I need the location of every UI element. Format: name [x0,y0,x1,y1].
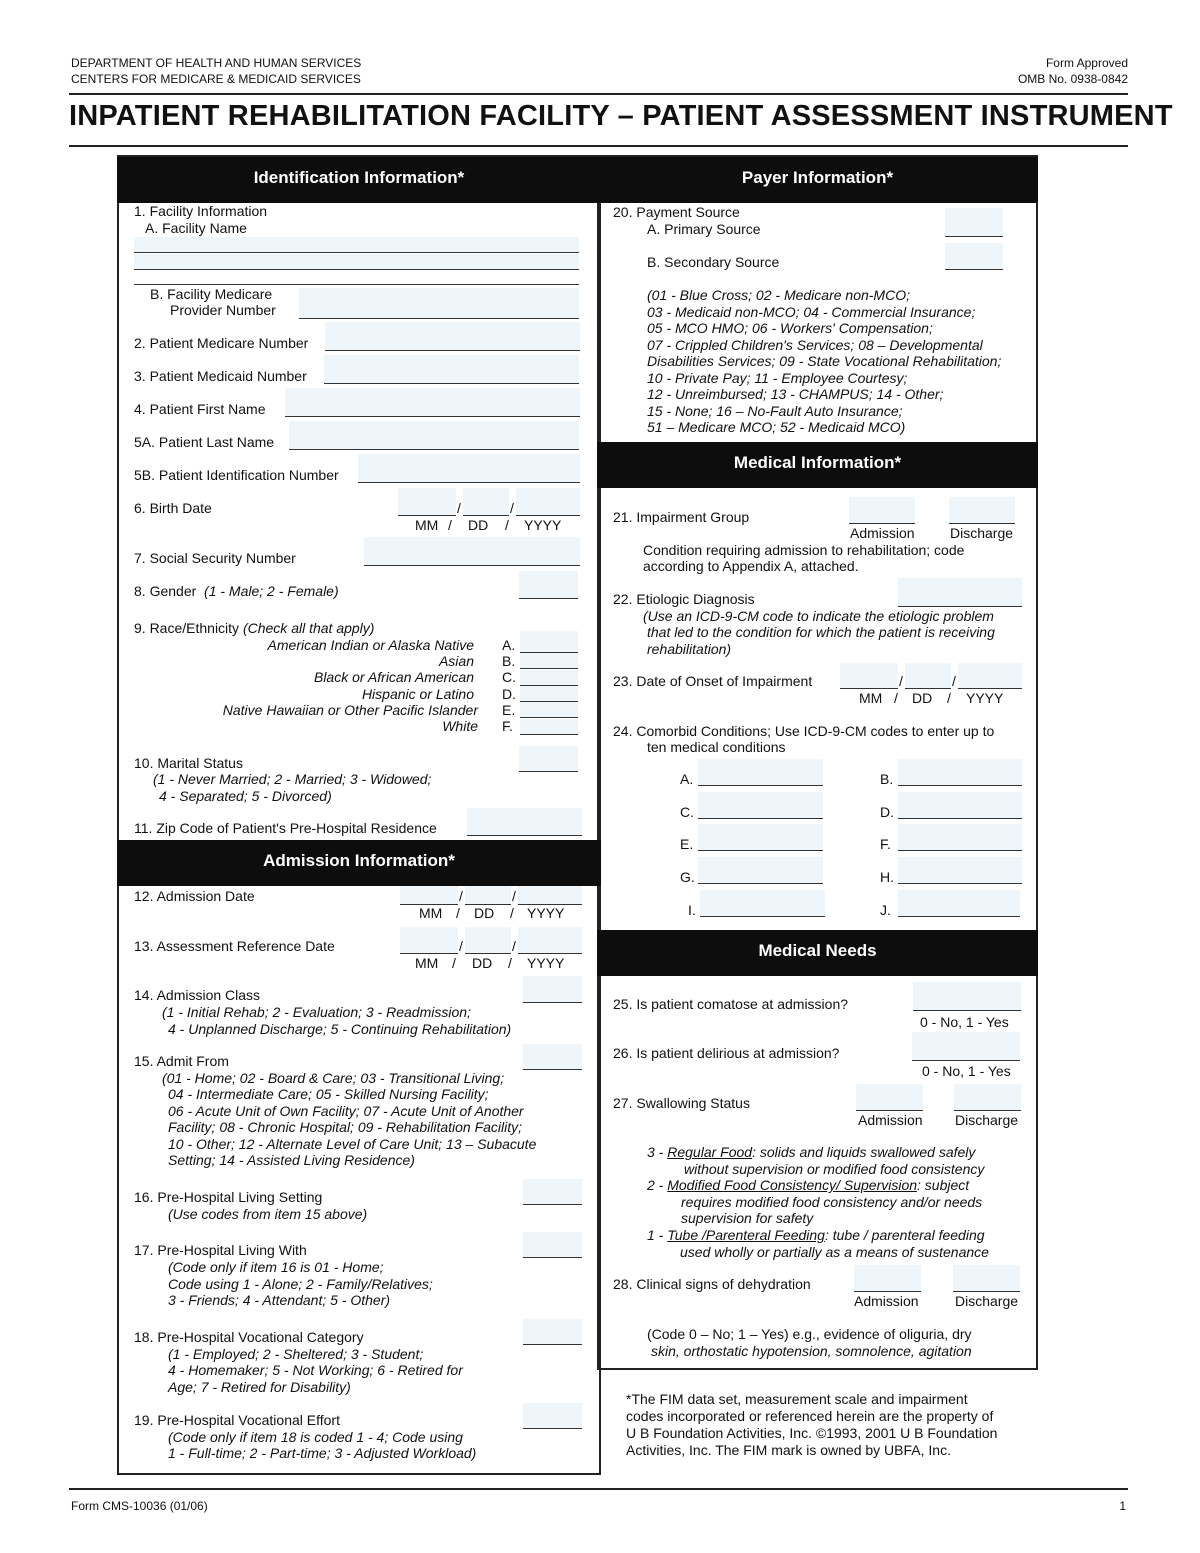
medicare-number-field[interactable] [325,322,580,351]
q25-label: 25. Is patient comatose at admission? [613,996,849,1012]
payer-code-5: Disabilities Services; 09 - State Vocational Rehabilitation; [647,353,1002,369]
payer-code-7: 12 - Unreimbursed; 13 - CHAMPUS; 14 - Other; [647,386,944,402]
dehydration-admission-field[interactable] [854,1265,921,1292]
last-name-field[interactable] [289,421,579,450]
admission-yyyy-label: YYYY [527,905,565,921]
comorbid-j-letter: J. [880,902,891,918]
section-medical-needs: Medical Needs [597,930,1038,976]
birth-slash-label-1: / [448,517,452,533]
footnote-line-2: codes incorporated or referenced herein are the property of [626,1408,994,1424]
q20b-label: B. Secondary Source [647,254,780,270]
birth-yyyy-field[interactable] [516,488,580,516]
q18-codes-2: 4 - Homemaker; 5 - Not Working; 6 - Retired for [168,1362,463,1378]
q15-codes-1: (01 - Home; 02 - Board & Care; 03 - Transitional Living; [162,1070,505,1086]
onset-dd-label: DD [912,690,933,706]
q21-discharge-label: Discharge [950,525,1014,541]
q24-label-2: ten medical conditions [647,739,786,755]
payer-code-3: 05 - MCO HMO; 06 - Workers' Compensation; [647,320,933,336]
footnote-line-3: U B Foundation Activities, Inc. ©1993, 2001 U B Foundation [626,1425,998,1441]
race-f-letter: F. [502,718,513,734]
q8-label: 8. Gender (1 - Male; 2 - Female) [134,583,339,599]
q19-label: 19. Pre-Hospital Vocational Effort [134,1412,340,1428]
comorbid-h-field[interactable] [898,857,1022,884]
race-e-letter: E. [502,702,516,718]
race-e-label: Native Hawaiian or Other Pacific Islander [222,702,478,718]
section-payer: Payer Information* [597,157,1038,203]
form-number: Form CMS-10036 (01/06) [71,1499,208,1513]
swallowing-discharge-field[interactable] [954,1084,1021,1111]
payer-code-2: 03 - Medicaid non-MCO; 04 - Commercial Insurance; [647,304,976,320]
swallow-code-1: 1 - Tube /Parenteral Feeding: tube / parenteral feeding [647,1227,985,1243]
race-d-field[interactable] [520,686,578,702]
q7-label: 7. Social Security Number [134,550,296,566]
q27-admission-label: Admission [858,1112,923,1128]
comorbid-e-field[interactable] [698,824,823,851]
q19-codes-2: 1 - Full-time; 2 - Part-time; 3 - Adjusted Workload) [168,1445,477,1461]
admission-mm-label: MM [419,905,443,921]
secondary-source-field[interactable] [945,243,1003,270]
q18-codes-3: Age; 7 - Retired for Disability) [168,1379,351,1395]
q9-label: 9. Race/Ethnicity (Check all that apply) [134,620,375,636]
section-admission: Admission Information* [117,840,601,886]
race-a-letter: A. [502,637,516,653]
q22-note-1: (Use an ICD-9-CM code to indicate the etiologic problem [643,608,994,624]
q28-admission-label: Admission [854,1293,919,1309]
delirious-field[interactable] [912,1032,1020,1061]
birth-dd-label: DD [468,517,489,533]
form-approved: Form Approved [1045,56,1128,70]
living-setting-field[interactable] [523,1179,582,1205]
race-b-letter: B. [502,653,516,669]
birth-slash-1: / [457,500,461,516]
q17-codes-3: 3 - Friends; 4 - Attendant; 5 - Other) [168,1292,391,1308]
q13-label: 13. Assessment Reference Date [134,938,335,954]
q22-label: 22. Etiologic Diagnosis [613,591,755,607]
q3-label: 3. Patient Medicaid Number [134,368,307,384]
q21-admission-label: Admission [850,525,915,541]
section-medical-information: Medical Information* [597,442,1038,488]
q15-codes-2: 04 - Intermediate Care; 05 - Skilled Nursing Facility; [168,1086,489,1102]
birth-slash-2: / [510,500,514,516]
swallow-code-2-cont-2: supervision for safety [681,1210,814,1226]
payer-code-9: 51 – Medicare MCO; 52 - Medicaid MCO) [647,419,906,435]
birth-mm-label: MM [415,517,439,533]
patient-id-field[interactable] [358,454,580,483]
q15-label: 15. Admit From [134,1053,229,1069]
assessment-mm-label: MM [415,955,439,971]
q28-note-1: (Code 0 – No; 1 – Yes) e.g., evidence of oliguria, dry [647,1326,972,1342]
vocational-effort-field[interactable] [523,1403,582,1429]
race-b-label: Asian [438,653,474,669]
payer-code-6: 10 - Private Pay; 11 - Employee Courtesy; [647,370,908,386]
q10-codes-2: 4 - Separated; 5 - Divorced) [159,788,332,804]
impairment-discharge-field[interactable] [949,497,1015,524]
comorbid-g-field[interactable] [698,857,823,884]
q25-codes: 0 - No, 1 - Yes [920,1014,1009,1030]
q12-label: 12. Admission Date [134,888,255,904]
birth-dd-field[interactable] [463,488,509,516]
impairment-admission-field[interactable] [849,497,915,524]
swallow-code-2-cont-1: requires modified food consistency and/or needs [681,1194,983,1210]
comorbid-i-field[interactable] [700,890,825,917]
admission-dd-field[interactable] [465,886,511,905]
birth-slash-label-2: / [505,517,509,533]
comorbid-a-letter: A. [680,771,694,787]
payer-code-8: 15 - None; 16 – No-Fault Auto Insurance; [647,403,903,419]
assessment-dd-field[interactable] [465,927,511,954]
q16-note: (Use codes from item 15 above) [168,1206,368,1222]
onset-slash-2: / [952,673,956,689]
q5a-label: 5A. Patient Last Name [134,434,275,450]
q15-codes-3: 06 - Acute Unit of Own Facility; 07 - Acute Unit of Another [168,1103,524,1119]
gender-field[interactable] [519,571,578,599]
onset-yyyy-field[interactable] [958,663,1022,689]
q17-codes-1: (Code only if item 16 is 01 - Home; [168,1259,384,1275]
comorbid-c-field[interactable] [698,792,823,819]
q4-label: 4. Patient First Name [134,401,266,417]
comorbid-g-letter: G. [680,869,695,885]
q1a-facility-name-label: A. Facility Name [145,220,247,236]
comorbid-f-field[interactable] [898,824,1022,851]
onset-slash-label-2: / [947,690,951,706]
q15-codes-6: Setting; 14 - Assisted Living Residence) [168,1152,415,1168]
footnote-line-4: Activities, Inc. The FIM mark is owned by UBFA, Inc. [626,1442,951,1458]
q1b-label-line2: Provider Number [170,302,276,318]
q11-label: 11. Zip Code of Patient's Pre-Hospital Residence [134,820,437,836]
comorbid-c-letter: C. [680,804,694,820]
race-c-letter: C. [502,669,516,685]
admission-slash-label-2: / [510,905,514,921]
swallowing-admission-field[interactable] [856,1084,923,1111]
ssn-field[interactable] [364,537,580,566]
admission-slash-label-1: / [456,905,460,921]
facility-name-field-2[interactable] [134,254,579,270]
admission-slash-2: / [512,888,516,904]
q18-label: 18. Pre-Hospital Vocational Category [134,1329,364,1345]
provider-number-field[interactable] [299,288,579,319]
race-c-label: Black or African American [313,669,474,685]
q16-label: 16. Pre-Hospital Living Setting [134,1189,323,1205]
assessment-slash-label-1: / [452,955,456,971]
primary-source-field[interactable] [945,208,1003,237]
q20-label: 20. Payment Source [613,204,740,220]
race-b-field[interactable] [520,653,578,669]
race-e-field[interactable] [520,702,578,718]
birth-mm-field[interactable] [398,488,456,516]
assessment-slash-2: / [512,938,516,954]
q18-codes-1: (1 - Employed; 2 - Sheltered; 3 - Student; [168,1346,424,1362]
comorbid-i-letter: I. [688,902,696,918]
q28-discharge-label: Discharge [955,1293,1019,1309]
swallow-code-3: 3 - Regular Food: solids and liquids swallowed safely [647,1144,976,1160]
onset-dd-field[interactable] [905,663,951,689]
comorbid-j-field[interactable] [898,890,1020,917]
q19-codes-1: (Code only if item 18 is coded 1 - 4; Code using [168,1429,463,1445]
q1b-label-line1: B. Facility Medicare [150,286,273,302]
race-a-field[interactable] [520,631,578,653]
swallow-code-3-cont: without supervision or modified food consistency [684,1161,985,1177]
q26-label: 26. Is patient delirious at admission? [613,1045,840,1061]
assessment-mm-field[interactable] [400,927,458,954]
agency-line: CENTERS FOR MEDICARE & MEDICAID SERVICES [71,72,361,86]
footnote-line-1: *The FIM data set, measurement scale and impairment [626,1391,968,1407]
q17-codes-2: Code using 1 - Alone; 2 - Family/Relatives; [168,1276,433,1292]
comorbid-d-field[interactable] [898,792,1022,819]
medicaid-number-field[interactable] [324,355,579,384]
q2-label: 2. Patient Medicare Number [134,335,309,351]
assessment-yyyy-label: YYYY [527,955,565,971]
comatose-field[interactable] [913,982,1021,1011]
comorbid-a-field[interactable] [698,759,823,786]
onset-mm-field[interactable] [840,663,898,689]
q24-label-1: 24. Comorbid Conditions; Use ICD-9-CM codes to enter up to [613,723,995,739]
comorbid-b-letter: B. [880,771,894,787]
comorbid-d-letter: D. [880,804,894,820]
section-identification: Identification Information* [117,157,601,203]
assessment-dd-label: DD [472,955,493,971]
q10-label: 10. Marital Status [134,755,243,771]
zip-code-field[interactable] [467,808,582,836]
q27-discharge-label: Discharge [955,1112,1019,1128]
facility-name-field-3[interactable] [134,270,579,285]
q15-codes-4: Facility; 08 - Chronic Hospital; 09 - Rehabilitation Facility; [168,1119,523,1135]
facility-name-field-1[interactable] [134,237,579,253]
q21-note-1: Condition requiring admission to rehabilitation; code [643,542,965,558]
q23-label: 23. Date of Onset of Impairment [613,673,813,689]
page-number: 1 [1119,1499,1126,1513]
page-title: INPATIENT REHABILITATION FACILITY – PATIENT ASSESSMENT INSTRUMENT [69,100,1173,132]
admit-from-field[interactable] [523,1044,582,1070]
dehydration-discharge-field[interactable] [953,1265,1020,1292]
q14-label: 14. Admission Class [134,987,261,1003]
onset-slash-label-1: / [894,690,898,706]
race-c-field[interactable] [520,670,578,686]
q22-note-3: rehabilitation) [647,641,732,657]
payer-code-4: 07 - Crippled Children's Services; 08 – Developmental [647,337,983,353]
swallow-code-1-cont: used wholly or partially as a means of sustenance [680,1244,989,1260]
q10-codes-1: (1 - Never Married; 2 - Married; 3 - Widowed; [153,771,432,787]
assessment-slash-1: / [459,938,463,954]
admission-dd-label: DD [474,905,495,921]
q15-codes-5: 10 - Other; 12 - Alternate Level of Care Unit; 13 – Subacute [168,1136,537,1152]
comorbid-h-letter: H. [880,869,894,885]
omb-number: OMB No. 0938-0842 [1017,72,1128,86]
q14-codes-2: 4 - Unplanned Discharge; 5 - Continuing Rehabilitation) [168,1021,512,1037]
header-rule-bottom [69,145,1128,147]
admission-yyyy-field[interactable] [518,886,582,905]
admission-class-field[interactable] [523,976,582,1003]
q22-note-2: that led to the condition for which the patient is receiving [647,624,995,640]
q17-label: 17. Pre-Hospital Living With [134,1242,307,1258]
q6-label: 6. Birth Date [134,500,212,516]
q28-label: 28. Clinical signs of dehydration [613,1276,811,1292]
race-f-field[interactable] [520,719,578,735]
comorbid-f-letter: F. [880,836,891,852]
q5b-label: 5B. Patient Identification Number [134,467,339,483]
q21-label: 21. Impairment Group [613,509,750,525]
vocational-category-field[interactable] [523,1319,582,1345]
race-a-label: American Indian or Alaska Native [267,637,474,653]
q1-facility-information: 1. Facility Information [134,203,268,219]
onset-slash-1: / [899,673,903,689]
department-line: DEPARTMENT OF HEALTH AND HUMAN SERVICES [71,56,362,70]
admission-mm-field[interactable] [400,886,458,905]
footer-rule [69,1488,1128,1490]
comorbid-b-field[interactable] [898,759,1022,786]
q21-note-2: according to Appendix A, attached. [643,558,859,574]
first-name-field[interactable] [285,388,580,417]
race-d-label: Hispanic or Latino [361,686,474,702]
assessment-yyyy-field[interactable] [518,927,582,954]
onset-yyyy-label: YYYY [966,690,1004,706]
q20a-label: A. Primary Source [647,221,761,237]
q28-note-2: skin, orthostatic hypotension, somnolence, agitation [651,1343,972,1359]
etiologic-diagnosis-field[interactable] [898,578,1022,607]
swallow-code-2: 2 - Modified Food Consistency/ Supervision: subject [647,1177,970,1193]
marital-status-field[interactable] [519,746,578,772]
birth-yyyy-label: YYYY [524,517,562,533]
assessment-slash-label-2: / [508,955,512,971]
payer-code-1: (01 - Blue Cross; 02 - Medicare non-MCO; [647,287,910,303]
onset-mm-label: MM [859,690,883,706]
q27-label: 27. Swallowing Status [613,1095,750,1111]
q26-codes: 0 - No, 1 - Yes [922,1063,1011,1079]
header-rule-top [69,93,1128,95]
race-d-letter: D. [502,686,516,702]
admission-slash-1: / [459,888,463,904]
living-with-field[interactable] [523,1232,582,1258]
q14-codes-1: (1 - Initial Rehab; 2 - Evaluation; 3 - Readmission; [162,1004,471,1020]
comorbid-e-letter: E. [680,836,694,852]
race-f-label: White [442,718,478,734]
